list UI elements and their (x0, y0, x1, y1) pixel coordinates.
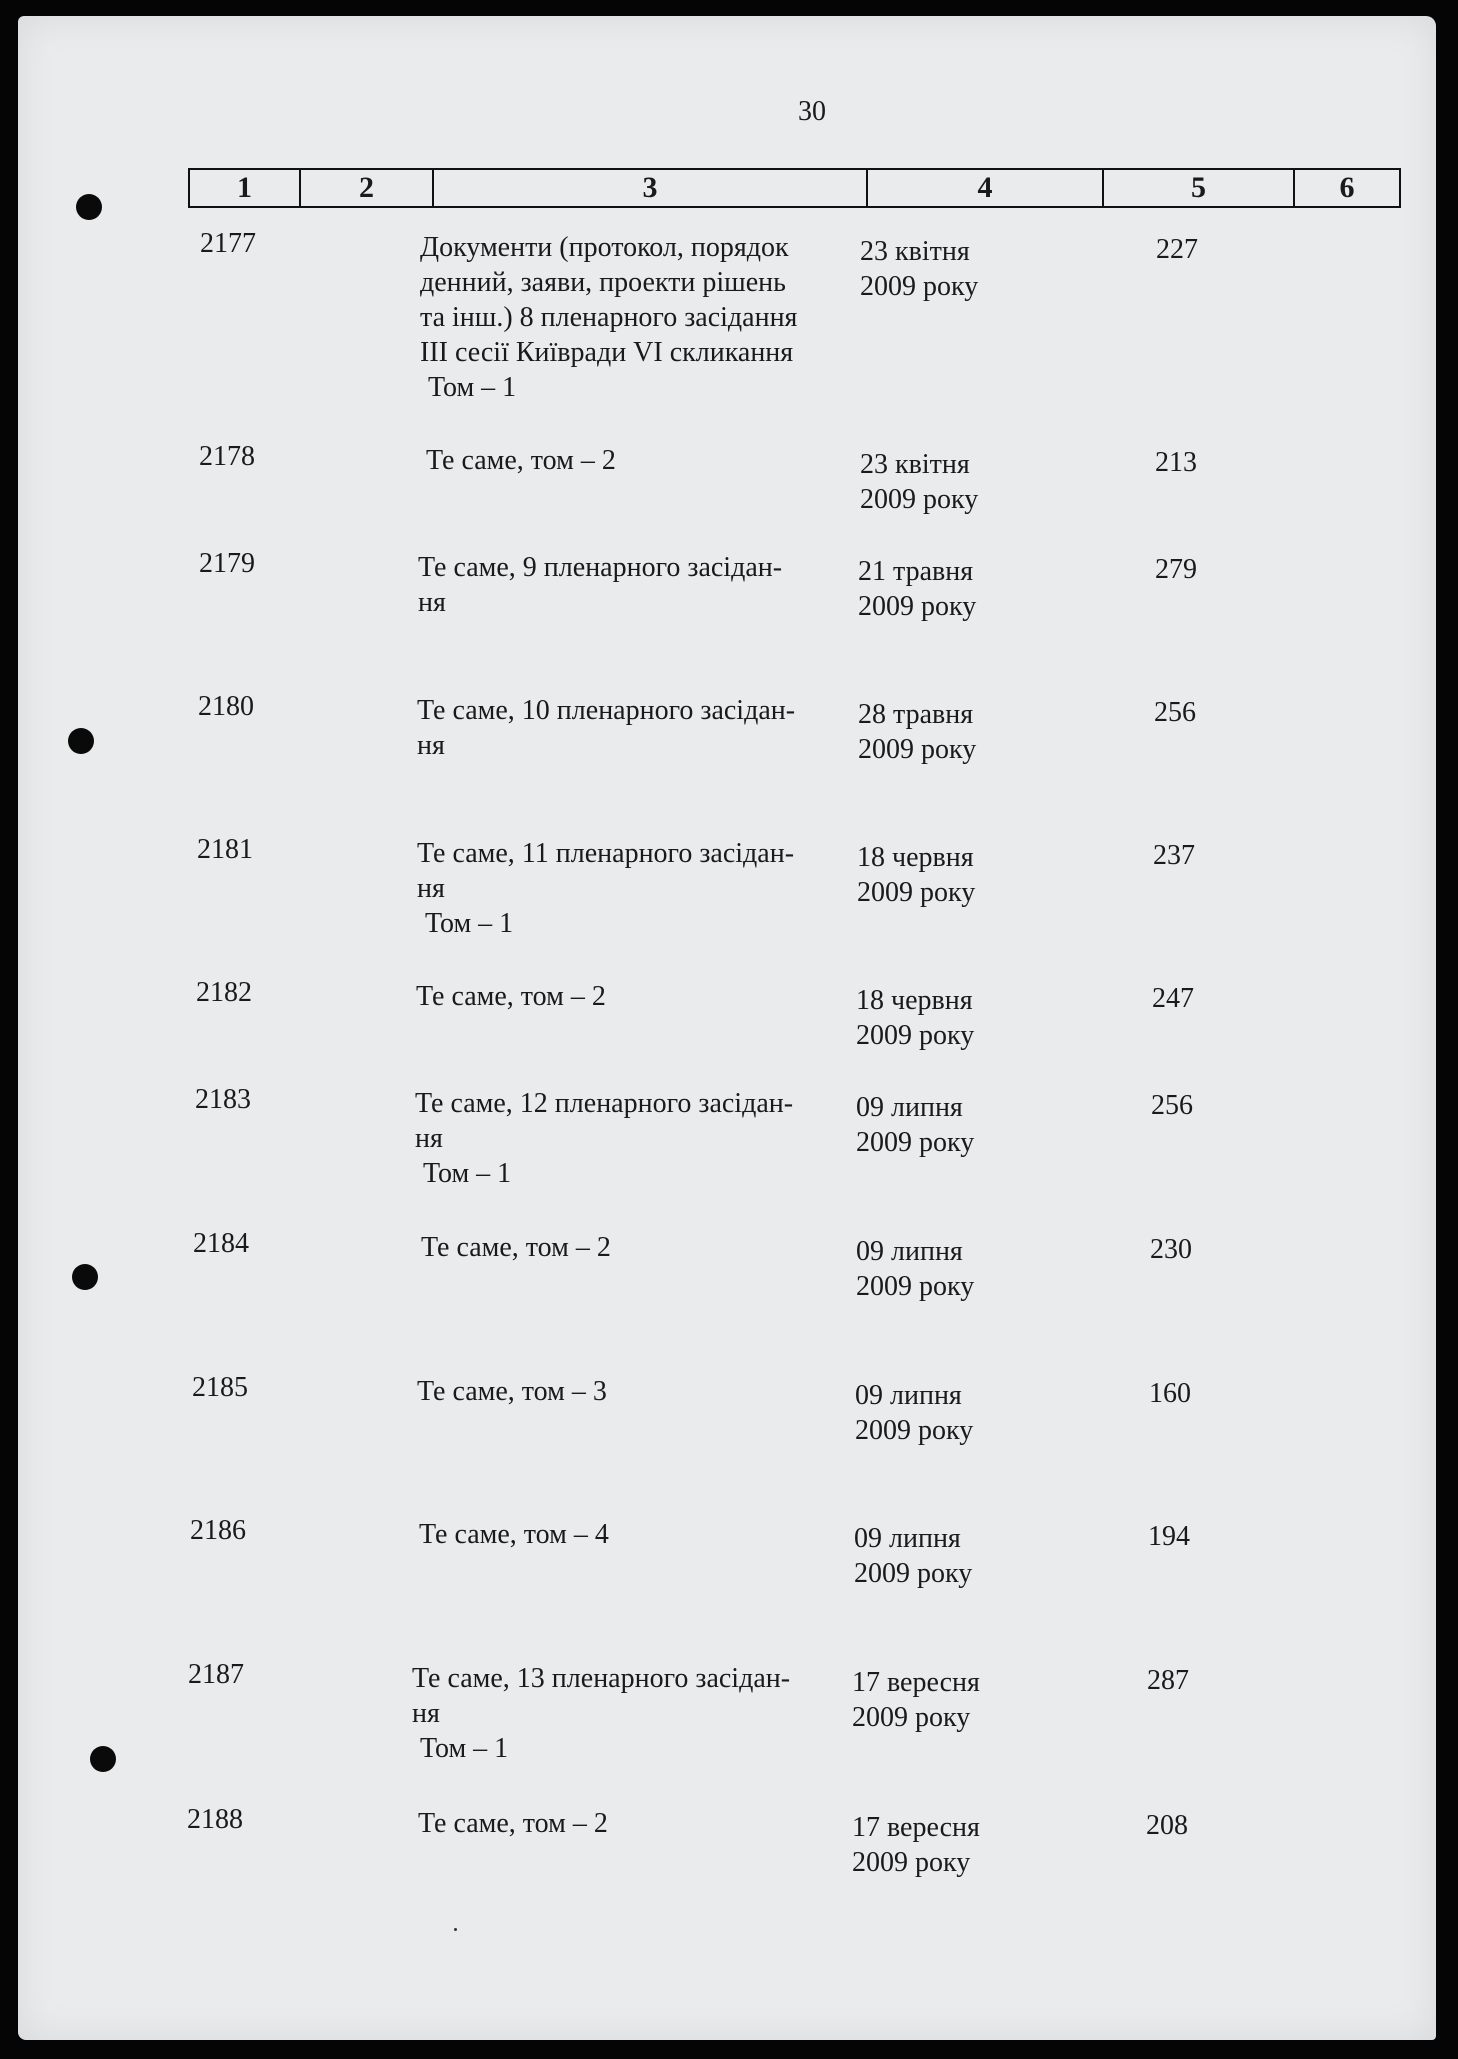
column-header-2: 2 (299, 168, 432, 208)
item-date-line: 09 липня (856, 1092, 963, 1123)
item-sheet-count: 230 (1150, 1234, 1192, 1265)
item-number: 2180 (198, 691, 254, 722)
item-date-line: 2009 року (852, 1702, 971, 1733)
item-sheet-count: 237 (1153, 840, 1195, 871)
item-description-line: Те саме, том – 2 (426, 445, 616, 476)
item-sheet-count: 256 (1151, 1090, 1193, 1121)
item-description-line: Те саме, том – 2 (418, 1808, 608, 1839)
item-date-line: 17 вересня (852, 1667, 980, 1698)
item-number: 2188 (187, 1804, 243, 1835)
punch-hole (76, 194, 102, 220)
item-description-line: Те саме, 10 пленарного засідан- (417, 695, 796, 726)
item-date-line: 23 квітня (860, 236, 970, 267)
column-header-6: 6 (1293, 168, 1401, 208)
item-date-line: 09 липня (856, 1236, 963, 1267)
column-header-3: 3 (432, 168, 866, 208)
item-date-line: 2009 року (860, 271, 979, 302)
item-description-line: Те саме, том – 2 (416, 981, 606, 1012)
item-description-line: ня (412, 1698, 440, 1729)
item-date-line: 2009 року (852, 1847, 971, 1878)
item-description-line: Том – 1 (423, 1158, 512, 1189)
punch-hole (90, 1746, 116, 1772)
item-date-line: 09 липня (854, 1523, 961, 1554)
item-date-line: 18 червня (857, 842, 974, 873)
item-date-line: 2009 року (856, 1271, 975, 1302)
punch-hole (68, 728, 94, 754)
item-sheet-count: 287 (1147, 1665, 1189, 1696)
item-date-line: 2009 року (855, 1415, 974, 1446)
item-description-line: Те саме, 12 пленарного засідан- (415, 1088, 794, 1119)
column-header-1: 1 (188, 168, 299, 208)
item-date-line: 17 вересня (852, 1812, 980, 1843)
item-description-line: Те саме, 11 пленарного засідан- (417, 838, 795, 869)
item-date-line: 2009 року (858, 591, 977, 622)
item-description-line: ня (418, 587, 446, 618)
item-date-line: 28 травня (858, 699, 974, 730)
item-number: 2179 (199, 548, 255, 579)
item-description-line: ня (417, 873, 445, 904)
item-date-line: 18 червня (856, 985, 973, 1016)
item-description-line: ня (417, 730, 445, 761)
item-date-line: 21 травня (858, 556, 974, 587)
item-sheet-count: 160 (1149, 1378, 1191, 1409)
item-description-line: Том – 1 (420, 1733, 509, 1764)
paper-sheet (18, 16, 1436, 2040)
item-description-line: та інш.) 8 пленарного засідання (420, 302, 798, 333)
item-number: 2186 (190, 1515, 246, 1546)
item-date-line: 2009 року (856, 1127, 975, 1158)
item-date-line: 23 квітня (860, 449, 970, 480)
item-description-line: Те саме, 9 пленарного засідан- (418, 552, 783, 583)
item-description-line: Том – 1 (428, 372, 517, 403)
item-number: 2177 (200, 228, 256, 259)
item-number: 2182 (196, 977, 252, 1008)
item-number: 2183 (195, 1084, 251, 1115)
item-sheet-count: 247 (1152, 983, 1194, 1014)
item-date-line: 2009 року (857, 877, 976, 908)
item-sheet-count: 194 (1148, 1521, 1190, 1552)
item-sheet-count: 227 (1156, 234, 1198, 265)
column-header-5: 5 (1102, 168, 1293, 208)
item-description-line: Те саме, 13 пленарного засідан- (412, 1663, 791, 1694)
item-description-line: денний, заяви, проекти рішень (420, 267, 786, 298)
item-description-line: Том – 1 (425, 908, 514, 939)
item-description-line: ня (415, 1123, 443, 1154)
item-date-line: 2009 року (860, 484, 979, 515)
speck (454, 1928, 457, 1931)
item-description-line: Те саме, том – 2 (421, 1232, 611, 1263)
item-number: 2184 (193, 1228, 249, 1259)
item-number: 2187 (188, 1659, 244, 1690)
item-description-line: Те саме, том – 3 (417, 1376, 607, 1407)
page-number: 30 (798, 96, 826, 127)
item-description-line: Те саме, том – 4 (419, 1519, 609, 1550)
item-description-line: Документи (протокол, порядок (420, 232, 789, 263)
item-description-line: III сесії Київради VI скликання (420, 337, 794, 368)
item-number: 2178 (199, 441, 255, 472)
item-date-line: 2009 року (856, 1020, 975, 1051)
column-header-4: 4 (866, 168, 1102, 208)
item-date-line: 09 липня (855, 1380, 962, 1411)
item-sheet-count: 213 (1155, 447, 1197, 478)
punch-hole (72, 1264, 98, 1290)
item-date-line: 2009 року (858, 734, 977, 765)
item-number: 2185 (192, 1372, 248, 1403)
item-sheet-count: 256 (1154, 697, 1196, 728)
item-date-line: 2009 року (854, 1558, 973, 1589)
item-number: 2181 (197, 834, 253, 865)
item-sheet-count: 208 (1146, 1810, 1188, 1841)
item-sheet-count: 279 (1155, 554, 1197, 585)
